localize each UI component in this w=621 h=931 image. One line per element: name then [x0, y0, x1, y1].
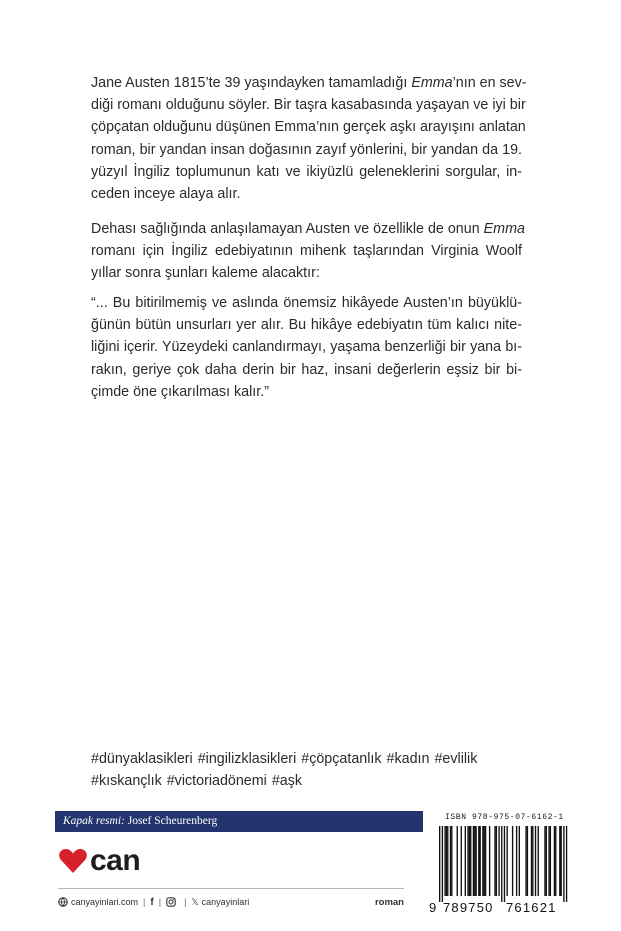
hashtag: #ingilizklasikleri	[197, 751, 297, 767]
barcode-bars	[427, 826, 569, 902]
barcode-bar	[465, 826, 466, 896]
barcode-bar	[461, 826, 462, 896]
blurb-line: romanı için İngiliz edebiyatının mihenk taşlarından Virginia Woolf	[91, 243, 522, 260]
barcode-bar	[566, 826, 567, 902]
barcode-bar	[457, 826, 458, 896]
hashtag: #kıskançlık	[91, 773, 162, 790]
barcode-bar	[548, 826, 549, 896]
x-icon[interactable]: 𝕏	[191, 896, 199, 907]
hashtag: #dünyaklasikleri	[91, 751, 193, 767]
barcode-bar	[531, 826, 532, 896]
barcode-bar	[478, 826, 479, 896]
quote-line: “... Bu bitirilmemiş ve aslında önemsiz hikâyede Austen’ın büyüklü-	[91, 295, 522, 311]
barcode-bar	[447, 826, 448, 896]
barcode-bar	[480, 826, 481, 896]
blurb-line: ceden inceye alaya alır.	[91, 186, 241, 203]
cover-art-credit	[55, 811, 423, 832]
barcode-bar	[451, 826, 452, 896]
woolf-quote	[91, 292, 522, 403]
book-title-emphasis: Emma	[483, 221, 525, 237]
barcode-bar	[525, 826, 526, 896]
blurb-paragraph-1	[91, 72, 527, 205]
blurb-line: roman, bir yandan insan doğasının zayıf yönlerini, bir yandan da 19.	[91, 141, 522, 158]
quote-line: rakın, geriye çok daha derin bir haz, insani değerlerin eşsiz bir bi-	[91, 361, 522, 378]
barcode-bar	[469, 826, 470, 896]
barcode-bar	[501, 826, 502, 902]
barcode-bar	[473, 826, 474, 896]
barcode-bar	[467, 826, 468, 896]
quote-line: liğini içerir. Yüzeydeki canlandırmayı, yaşama benzerliği bir yana bı-	[91, 339, 522, 356]
hashtag: #evlilik	[434, 751, 478, 767]
book-title-emphasis: Emma	[411, 75, 453, 91]
barcode-bar	[532, 826, 533, 896]
blurb-paragraph-2	[91, 218, 525, 285]
barcode-bar	[516, 826, 517, 896]
barcode-bar	[484, 826, 485, 896]
hashtag: #victoriadönemi	[166, 773, 267, 790]
barcode-digit-first: 9	[429, 900, 437, 915]
hashtag-line-2	[91, 770, 522, 792]
barcode-bar	[507, 826, 508, 896]
separator: |	[184, 897, 187, 907]
barcode-bar	[489, 826, 490, 896]
quote-line: çimde öne çıkarılması kalır.”	[91, 383, 269, 400]
barcode-bar	[496, 826, 497, 896]
blurb-text: Dehası sağlığında anlaşılamayan Austen ve özellikle de onun	[91, 221, 484, 237]
blurb-line	[91, 72, 527, 94]
hashtag-line-1	[91, 748, 522, 770]
separator: |	[158, 897, 162, 907]
publisher-logo	[58, 846, 140, 876]
barcode-bar	[527, 826, 528, 896]
isbn-barcode	[427, 810, 569, 916]
blurb-text: ’nın en sev-	[452, 75, 527, 91]
credit-label: Kapak resmi:	[63, 815, 125, 827]
barcode-bar	[444, 826, 445, 896]
heart-icon	[58, 848, 88, 874]
publisher-logo-wordmark: can	[90, 844, 141, 877]
barcode-bar	[512, 826, 513, 896]
barcode-bar	[485, 826, 486, 896]
barcode-bar	[494, 826, 495, 896]
barcode-bar	[554, 826, 555, 896]
barcode-bar	[475, 826, 476, 896]
publisher-footer	[58, 894, 404, 910]
blurb-line: çöpçatan olduğunu düşünen Emma’nın gerçek aşkı arayışını anlatan	[91, 119, 526, 136]
blurb-line: diği romanı olduğunu söyler. Bir taşra kasabasında yaşayan ve iyi bir	[91, 97, 526, 114]
barcode-bar	[535, 826, 536, 896]
blurb-line	[91, 218, 525, 240]
barcode-bar	[474, 826, 475, 896]
barcode-bar	[544, 826, 545, 896]
footer-divider	[58, 888, 404, 889]
barcode-bar	[563, 826, 564, 902]
barcode-bar	[561, 826, 562, 896]
barcode-bar	[482, 826, 483, 896]
facebook-icon[interactable]: f	[150, 896, 154, 908]
barcode-bar	[446, 826, 447, 896]
barcode-bar	[546, 826, 547, 896]
hashtag: #çöpçatanlık	[301, 751, 382, 767]
barcode-digits-left: 789750	[443, 900, 494, 915]
barcode-bar	[555, 826, 556, 896]
barcode-bar	[450, 826, 451, 896]
barcode-bar	[559, 826, 560, 896]
barcode-bar	[498, 826, 499, 896]
globe-icon	[58, 897, 68, 907]
barcode-bar	[439, 826, 440, 902]
quote-line: ğünün bütün unsurları yer alır. Bu hikâye edebiyatın tüm kalıcı nite-	[91, 317, 522, 334]
social-handle[interactable]: canyayinlari	[201, 897, 250, 907]
barcode-bar	[550, 826, 551, 896]
blurb-text: Jane Austen 1815’te 39 yaşındayken tamamladığı	[91, 75, 412, 91]
barcode-bar	[538, 826, 539, 896]
hashtag: #aşk	[271, 773, 303, 790]
hashtags	[91, 748, 522, 792]
blurb-line: yıllar sonra şunları kaleme alacaktır:	[91, 265, 320, 282]
instagram-icon[interactable]	[166, 897, 176, 907]
isbn-label: ISBN 978-975-07-6162-1	[445, 813, 564, 822]
blurb-line: yüzyıl İngiliz toplumunun katı ve ikiyüzlü geleneklerini sorgular, in-	[91, 163, 522, 180]
separator: |	[143, 897, 146, 907]
barcode-bar	[442, 826, 443, 902]
barcode-bar	[470, 826, 471, 896]
website-link[interactable]: canyayinlari.com	[71, 897, 139, 907]
barcode-bar	[504, 826, 505, 902]
barcode-digits-right: 761621	[506, 900, 557, 915]
genre-label: roman	[374, 896, 404, 908]
hashtag: #kadın	[386, 751, 430, 767]
credit-artist: Josef Scheurenberg	[127, 815, 218, 827]
barcode-bar	[519, 826, 520, 896]
